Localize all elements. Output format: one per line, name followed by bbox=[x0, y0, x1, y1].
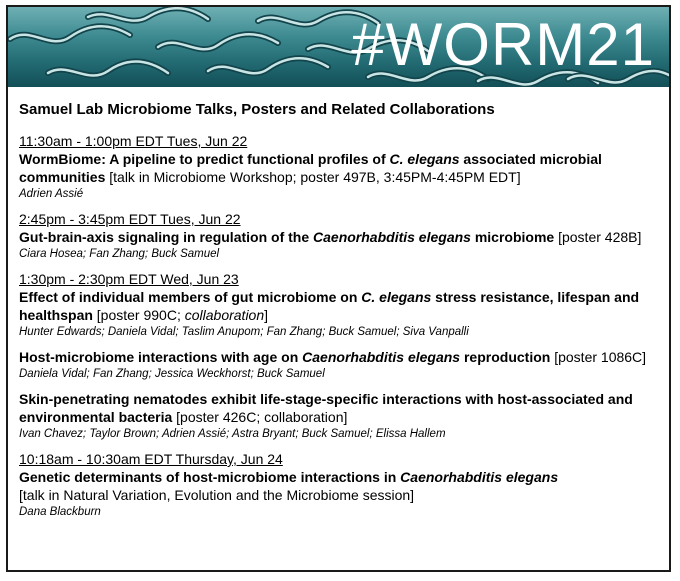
list-item bbox=[19, 132, 659, 202]
content bbox=[19, 101, 659, 528]
authors: Ivan Chavez; Taylor Brown; Adrien Assié; Astra Bryant; Buck Samuel; Elissa Hallem bbox=[19, 428, 446, 440]
session-note: [poster 428B] bbox=[554, 229, 642, 245]
title-text: microbiome bbox=[470, 229, 555, 245]
list-item bbox=[19, 390, 659, 442]
time-slot: 11:30am - 1:00pm EDT Tues, Jun 22 bbox=[19, 133, 248, 149]
title-text: Gut-brain-axis signaling in regulation of the bbox=[19, 229, 314, 245]
species-name: Caenorhabditis elegans bbox=[400, 469, 559, 485]
species-name: C. elegans bbox=[361, 289, 432, 305]
talk-title bbox=[19, 468, 659, 486]
title-text: Effect of individual members of gut microbiome on bbox=[19, 289, 362, 305]
authors: Daniela Vidal; Fan Zhang; Jessica Weckhorst; Buck Samuel bbox=[19, 368, 325, 380]
session-note: ] bbox=[264, 307, 269, 323]
list-item bbox=[19, 348, 659, 382]
talk-title bbox=[19, 390, 659, 426]
talk-title bbox=[19, 228, 659, 246]
species-name: Caenorhabditis elegans bbox=[302, 349, 461, 365]
title-text: Skin-penetrating nematodes exhibit life-stage-specific interactions with host-associated and environmental bacteria bbox=[19, 391, 633, 425]
time-slot: 10:18am - 10:30am EDT Thursday, Jun 24 bbox=[19, 451, 283, 467]
talk-title bbox=[19, 348, 659, 366]
title-text: stress resistance, lifespan and healthspan bbox=[19, 289, 640, 323]
species-name: C. elegans bbox=[389, 151, 460, 167]
time-slot: 1:30pm - 2:30pm EDT Wed, Jun 23 bbox=[19, 271, 239, 287]
title-text: reproduction bbox=[460, 349, 551, 365]
hashtag-title: #WORM21 bbox=[351, 11, 655, 78]
authors: Hunter Edwards; Daniela Vidal; Taslim Anupom; Fan Zhang; Buck Samuel; Siva Vanpalli bbox=[19, 326, 469, 338]
list-item bbox=[19, 210, 659, 262]
session-note: [poster 1086C] bbox=[550, 349, 647, 365]
page-title: Samuel Lab Microbiome Talks, Posters and Related Collaborations bbox=[19, 101, 495, 118]
list-item bbox=[19, 270, 659, 340]
title-text: Genetic determinants of host-microbiome interactions in bbox=[19, 469, 401, 485]
banner bbox=[8, 7, 669, 87]
title-text: associated microbial communities bbox=[19, 151, 602, 185]
flyer-frame bbox=[6, 5, 671, 572]
authors: Dana Blackburn bbox=[19, 506, 101, 518]
session-note: [talk in Microbiome Workshop; poster 497B, 3:45PM-4:45PM EDT] bbox=[105, 169, 521, 185]
list-item bbox=[19, 450, 659, 520]
talk-title bbox=[19, 150, 659, 186]
session-note-italic: collaboration bbox=[184, 307, 265, 323]
title-text: Host-microbiome interactions with age on bbox=[19, 349, 303, 365]
authors: Ciara Hosea; Fan Zhang; Buck Samuel bbox=[19, 248, 220, 260]
authors: Adrien Assié bbox=[19, 188, 84, 200]
session-note: [poster 990C; bbox=[92, 307, 185, 323]
session-note: [poster 426C; collaboration] bbox=[172, 409, 348, 425]
time-slot: 2:45pm - 3:45pm EDT Tues, Jun 22 bbox=[19, 211, 241, 227]
title-text: WormBiome: A pipeline to predict functional profiles of bbox=[19, 151, 390, 167]
session-note: [talk in Natural Variation, Evolution and the Microbiome session] bbox=[19, 487, 415, 503]
species-name: Caenorhabditis elegans bbox=[313, 229, 471, 245]
talk-title bbox=[19, 288, 659, 324]
